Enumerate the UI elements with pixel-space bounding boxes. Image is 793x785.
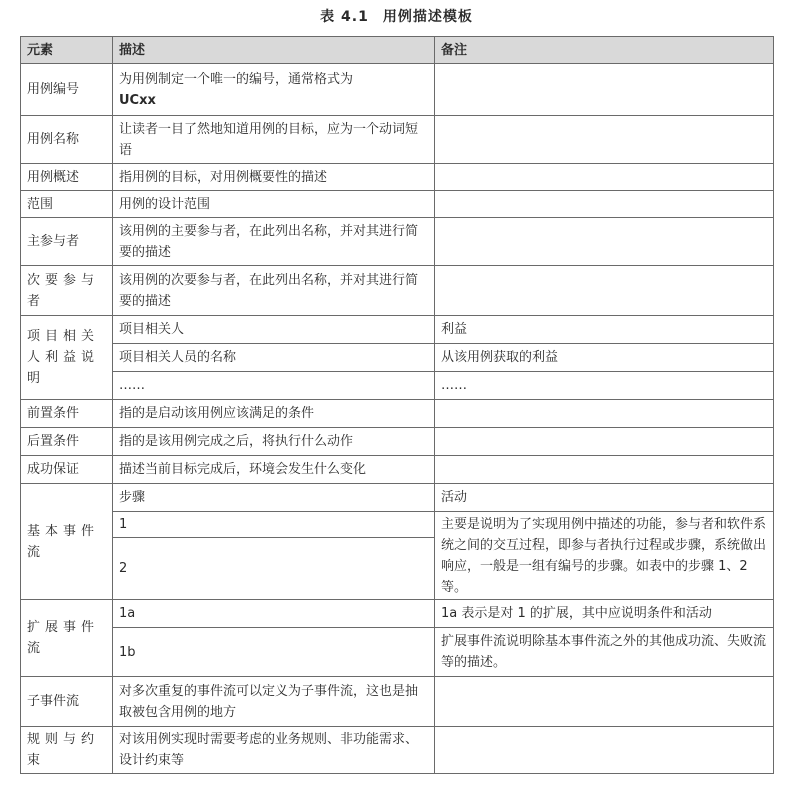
description-cell: 对多次重复的事件流可以定义为子事件流，这也是抽取被包含用例的地方 [113,677,435,727]
table-row [21,116,774,164]
description-cell: …… [113,372,435,400]
note-cell: 扩展事件流说明除基本事件流之外的其他成功流、失败流等的描述。 [435,628,774,677]
element-cell: 次要参与者 [21,266,113,316]
description-cell: 用例的设计范围 [113,191,435,218]
note-cell [435,727,774,774]
description-cell: 指的是该用例完成之后，将执行什么动作 [113,428,435,456]
step-cell: 1 [113,512,435,538]
element-cell: 前置条件 [21,400,113,428]
table-row [21,316,774,344]
element-cell: 规则与约束 [21,727,113,774]
description-cell: 该用例的次要参与者，在此列出名称，并对其进行简要的描述 [113,266,435,316]
description-cell: 项目相关人员的名称 [113,344,435,372]
caption-number: 表 4.1 [320,9,369,25]
step-cell: 2 [113,538,435,600]
table-row [21,400,774,428]
note-cell [435,677,774,727]
table-row [21,218,774,266]
step-cell: 1b [113,628,435,677]
description-cell: 让读者一目了然地知道用例的目标，应为一个动词短语 [113,116,435,164]
header-element: 元素 [21,37,113,64]
header-note: 备注 [435,37,774,64]
description-cell: 指的是启动该用例应该满足的条件 [113,400,435,428]
table-row [21,512,774,538]
table-row [21,600,774,628]
table-row [21,628,774,677]
caption-title: 用例描述模板 [382,9,473,25]
element-cell: 基本事件流 [21,484,113,600]
note-cell: …… [435,372,774,400]
element-cell: 范围 [21,191,113,218]
header-description: 描述 [113,37,435,64]
table-row [21,727,774,774]
table-row [21,64,774,116]
description-cell: 指用例的目标，对用例概要性的描述 [113,164,435,191]
element-cell: 扩展事件流 [21,600,113,677]
table-row [21,266,774,316]
description-cell: 项目相关人 [113,316,435,344]
note-cell [435,116,774,164]
description-cell: 该用例的主要参与者，在此列出名称，并对其进行简要的描述 [113,218,435,266]
table-row [21,677,774,727]
note-cell [435,218,774,266]
description-code: UCxx [119,92,156,108]
table-row [21,344,774,372]
table-row [21,456,774,484]
step-cell: 1a [113,600,435,628]
element-cell: 用例名称 [21,116,113,164]
table-row [21,191,774,218]
note-cell: 1a 表示是对 1 的扩展，其中应说明条件和活动 [435,600,774,628]
note-cell [435,191,774,218]
note-cell: 从该用例获取的利益 [435,344,774,372]
note-cell [435,266,774,316]
note-cell: 利益 [435,316,774,344]
description-text: 为用例制定一个唯一的编号，通常格式为 [119,71,354,87]
element-cell: 主参与者 [21,218,113,266]
note-cell [435,64,774,116]
element-cell: 用例编号 [21,64,113,116]
description-cell: 步骤 [113,484,435,512]
note-cell [435,400,774,428]
note-cell [435,164,774,191]
note-cell: 活动 [435,484,774,512]
element-cell: 用例概述 [21,164,113,191]
element-cell: 成功保证 [21,456,113,484]
note-cell [435,456,774,484]
description-cell: 对该用例实现时需要考虑的业务规则、非功能需求、设计约束等 [113,727,435,774]
table-row [21,428,774,456]
table-caption [0,6,793,26]
element-cell: 子事件流 [21,677,113,727]
table-row [21,484,774,512]
description-cell [113,64,435,116]
note-cell [435,428,774,456]
element-cell: 后置条件 [21,428,113,456]
description-cell: 描述当前目标完成后，环境会发生什么变化 [113,456,435,484]
usecase-template-table [20,36,774,774]
header-row [21,37,774,64]
element-cell: 项目相关人利益说明 [21,316,113,400]
table-row [21,164,774,191]
note-cell: 主要是说明为了实现用例中描述的功能，参与者和软件系统之间的交互过程，即参与者执行过程或步骤，系统做出响应，一般是一组有编号的步骤。如表中的步骤 1、2 等。 [435,512,774,600]
table-row [21,372,774,400]
